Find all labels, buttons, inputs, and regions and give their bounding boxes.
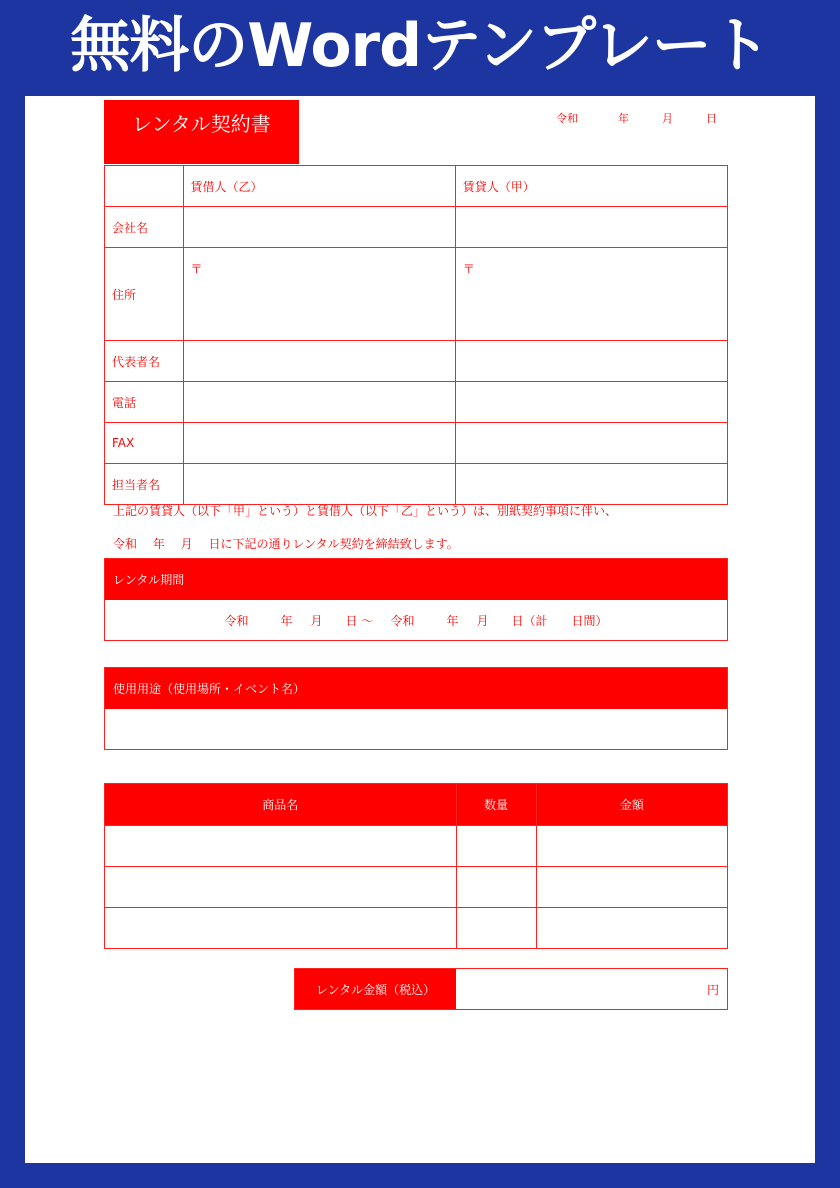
row-label: 住所 — [105, 248, 184, 341]
party-table-header — [105, 166, 728, 207]
row-label: 会社名 — [105, 207, 184, 248]
lessee-fax-field[interactable] — [183, 423, 455, 464]
party-header-lessee: 賃借人（乙） — [183, 166, 455, 207]
rental-total-label: レンタル金額（税込） — [295, 969, 456, 1009]
header-amount: 金額 — [536, 784, 727, 826]
lessee-representative-field[interactable] — [183, 341, 455, 382]
usage-field[interactable] — [105, 709, 727, 749]
product-name-cell[interactable] — [105, 867, 457, 908]
date-era: 令和 — [556, 112, 578, 125]
date-day: 日 — [706, 112, 717, 125]
row-label: 代表者名 — [105, 341, 184, 382]
usage-section — [104, 667, 728, 750]
row-label: 担当者名 — [105, 464, 184, 505]
date-month: 月 — [662, 112, 673, 125]
banner-title: 無料のWordテンプレート — [70, 11, 770, 81]
amount-cell[interactable] — [536, 826, 727, 867]
rental-period-heading: レンタル期間 — [105, 559, 727, 600]
lessor-company-field[interactable] — [455, 207, 727, 248]
date-year: 年 — [618, 112, 629, 125]
lessee-contact-field[interactable] — [183, 464, 455, 505]
party-row-fax — [105, 423, 728, 464]
agreement-sentence-2: 令和 年 月 日に下記の通りレンタル契約を締結致します。 — [113, 537, 459, 551]
party-row-contact — [105, 464, 728, 505]
table-row — [105, 908, 728, 949]
amount-cell[interactable] — [536, 867, 727, 908]
party-header-blank — [105, 166, 184, 207]
header-product-name: 商品名 — [105, 784, 457, 826]
period-start-year: 年 — [280, 613, 293, 628]
table-row — [105, 826, 728, 867]
quantity-cell[interactable] — [456, 826, 536, 867]
row-label: 電話 — [105, 382, 184, 423]
lessor-phone-field[interactable] — [455, 382, 727, 423]
party-row-address — [105, 248, 728, 341]
party-row-phone — [105, 382, 728, 423]
amount-cell[interactable] — [536, 908, 727, 949]
row-label: FAX — [105, 423, 184, 464]
yen-unit: 円 — [706, 982, 719, 997]
lessor-fax-field[interactable] — [455, 423, 727, 464]
party-row-company — [105, 207, 728, 248]
period-start-day: 日 ～ — [345, 613, 374, 628]
product-name-cell[interactable] — [105, 826, 457, 867]
contract-date — [556, 110, 717, 126]
rental-total-field[interactable] — [456, 969, 727, 1009]
lessor-address-field[interactable]: 〒 — [455, 248, 727, 341]
lessee-address-field[interactable]: 〒 — [183, 248, 455, 341]
document-title-box — [104, 100, 299, 164]
table-row — [105, 867, 728, 908]
items-table-header — [105, 784, 728, 826]
period-total-days: 日間） — [571, 613, 608, 628]
product-name-cell[interactable] — [105, 908, 457, 949]
rental-period-section — [104, 558, 728, 641]
lessee-phone-field[interactable] — [183, 382, 455, 423]
party-header-lessor: 賃貸人（甲） — [455, 166, 727, 207]
items-table — [104, 783, 728, 949]
party-row-representative — [105, 341, 728, 382]
lessor-representative-field[interactable] — [455, 341, 727, 382]
period-end-month: 月 — [476, 613, 489, 628]
period-start-month: 月 — [310, 613, 323, 628]
lessor-contact-field[interactable] — [455, 464, 727, 505]
quantity-cell[interactable] — [456, 867, 536, 908]
document-title: レンタル契約書 — [132, 112, 271, 136]
document-page — [25, 96, 815, 1163]
period-end-year: 年 — [446, 613, 459, 628]
agreement-sentence-1: 上記の賃貸人（以下「甲」という）と賃借人（以下「乙」という）は、別紙契約事項に伴い、 — [113, 504, 618, 518]
party-info-table — [104, 165, 728, 505]
rental-total — [294, 968, 728, 1010]
lessee-company-field[interactable] — [183, 207, 455, 248]
period-end-era: 令和 — [390, 613, 415, 628]
quantity-cell[interactable] — [456, 908, 536, 949]
banner — [0, 0, 840, 96]
header-quantity: 数量 — [456, 784, 536, 826]
usage-heading: 使用用途（使用場所・イベント名） — [105, 668, 727, 709]
rental-period-field[interactable] — [105, 600, 727, 640]
period-start-era: 令和 — [224, 613, 249, 628]
period-end-day: 日（計 — [511, 613, 548, 628]
